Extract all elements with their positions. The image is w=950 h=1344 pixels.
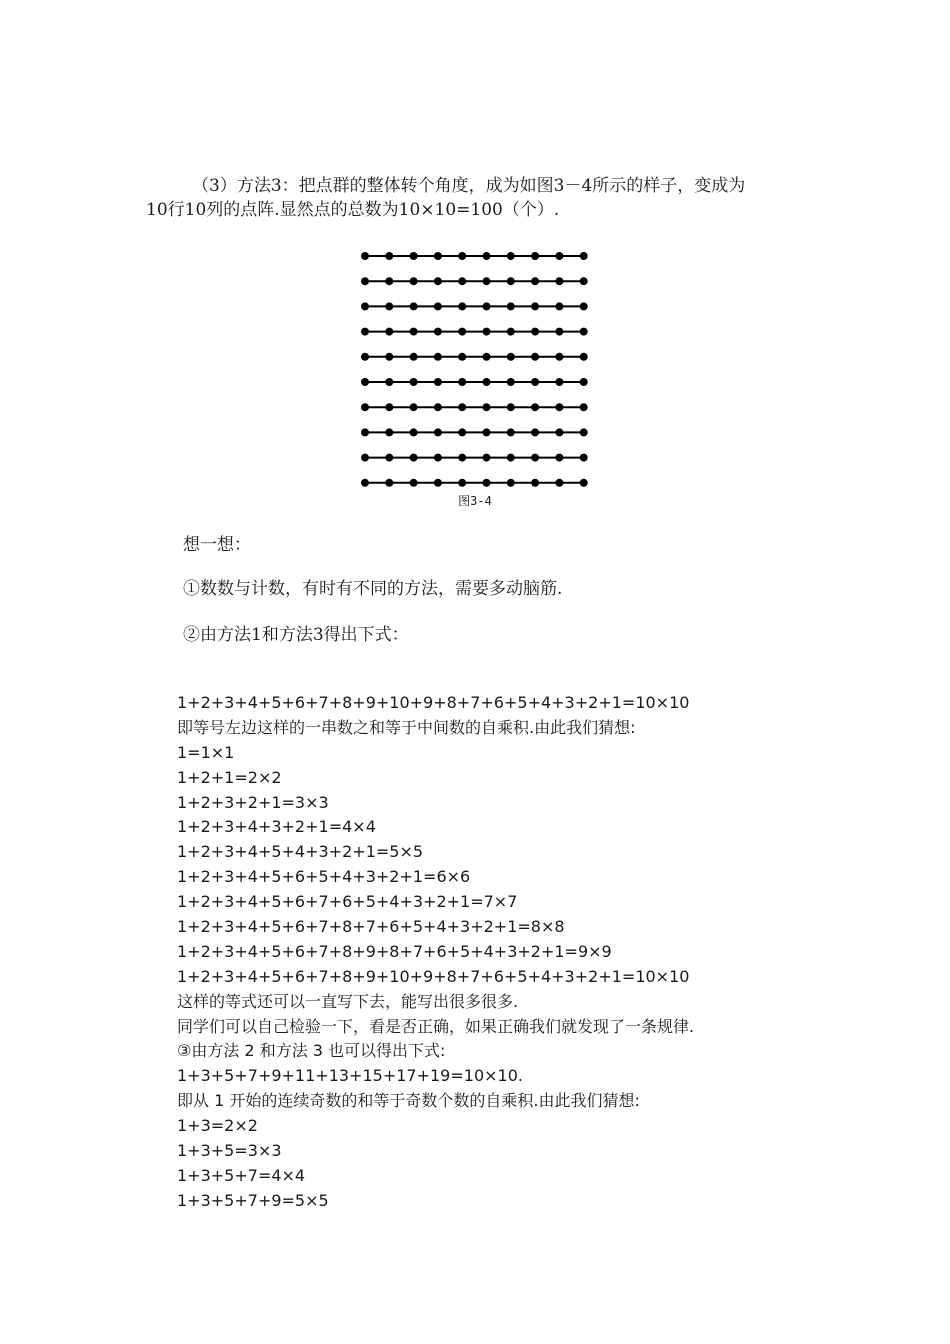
lattice-dot: [555, 252, 563, 260]
lattice-dot: [507, 403, 515, 411]
lattice-dot: [361, 302, 369, 310]
lattice-dot: [507, 353, 515, 361]
lattice-dot: [580, 454, 588, 462]
text-line: 1+2+1=2×2: [177, 767, 282, 787]
lattice-dot: [434, 277, 442, 285]
text-line: ③由方法 2 和方法 3 也可以得出下式:: [177, 1041, 446, 1061]
lattice-dot: [361, 378, 369, 386]
lattice-dot: [385, 353, 393, 361]
lattice-dot: [361, 479, 369, 487]
intro-line-1: （3）方法3：把点群的整体转个角度，成为如图3－4所示的样子，变成为: [192, 176, 746, 196]
lattice-dot: [458, 479, 466, 487]
lattice-dot: [580, 302, 588, 310]
lattice-dot: [483, 428, 491, 436]
lattice-dot: [483, 353, 491, 361]
lattice-dot: [483, 302, 491, 310]
intro-paragraph: [146, 174, 826, 222]
lattice-dot: [555, 479, 563, 487]
lattice-dot: [555, 454, 563, 462]
lattice-dot: [410, 454, 418, 462]
lattice-dot: [361, 403, 369, 411]
lattice-dot: [531, 403, 539, 411]
lattice-dot: [434, 479, 442, 487]
lattice-dot: [507, 454, 515, 462]
lattice-dot: [410, 428, 418, 436]
text-line: 同学们可以自己检验一下，看是否正确，如果正确我们就发现了一条规律.: [177, 1016, 695, 1036]
lattice-dot: [458, 252, 466, 260]
lattice-dot: [555, 302, 563, 310]
text-line: 1+3+5=3×3: [177, 1141, 282, 1161]
lattice-dot: [385, 428, 393, 436]
lattice-dot: [361, 328, 369, 336]
lattice-dot: [458, 428, 466, 436]
lattice-dot: [507, 378, 515, 386]
text-line: 1+2+3+2+1=3×3: [177, 792, 329, 812]
lattice-dot: [580, 328, 588, 336]
equation-lines: [177, 691, 897, 1214]
text-line: 1+3+5+7+9+11+13+15+17+19=10×10.: [177, 1066, 523, 1086]
text-line: 即等号左边这样的一串数之和等于中间数的自乘积.由此我们猜想:: [177, 717, 636, 737]
lattice-dot: [507, 479, 515, 487]
lattice-dot: [531, 277, 539, 285]
intro-line-2: 10行10列的点阵.显然点的总数为10×10=100（个）.: [146, 200, 560, 220]
lattice-dot: [458, 277, 466, 285]
lattice-dot: [531, 328, 539, 336]
lattice-dot: [410, 403, 418, 411]
lattice-dot: [458, 378, 466, 386]
lattice-dot: [434, 378, 442, 386]
lattice-dot: [410, 479, 418, 487]
lattice-dot: [410, 277, 418, 285]
lattice-dot: [531, 479, 539, 487]
lattice-dot: [531, 252, 539, 260]
lattice-dot: [361, 277, 369, 285]
text-line: 1+3+5+7=4×4: [177, 1165, 306, 1185]
lattice-dot: [555, 378, 563, 386]
lattice-dot: [385, 328, 393, 336]
text-line: 1=1×1: [177, 742, 235, 762]
lattice-dot: [434, 328, 442, 336]
lattice-dot: [483, 479, 491, 487]
lattice-dot: [385, 252, 393, 260]
lattice-dot: [507, 428, 515, 436]
lattice-dot: [580, 277, 588, 285]
lattice-dot: [410, 353, 418, 361]
note-2: ②由方法1和方法3得出下式：: [183, 625, 409, 645]
lattice-dot: [531, 378, 539, 386]
lattice-dot: [580, 353, 588, 361]
text-line: 1+3=2×2: [177, 1116, 258, 1136]
lattice-dot: [555, 328, 563, 336]
text-line: 1+2+3+4+5+4+3+2+1=5×5: [177, 842, 424, 862]
text-line: 1+3+5+7+9=5×5: [177, 1190, 329, 1210]
lattice-dot: [434, 403, 442, 411]
lattice-dot: [507, 252, 515, 260]
lattice-dot: [483, 378, 491, 386]
lattice-dot: [507, 302, 515, 310]
lattice-dot: [458, 454, 466, 462]
lattice-dot: [483, 277, 491, 285]
lattice-dot: [385, 378, 393, 386]
note-1: ①数数与计数，有时有不同的方法，需要多动脑筋.: [183, 579, 563, 599]
text-line: 1+2+3+4+5+6+7+8+7+6+5+4+3+2+1=8×8: [177, 917, 565, 937]
lattice-dot: [580, 252, 588, 260]
text-line: 1+2+3+4+5+6+7+8+9+8+7+6+5+4+3+2+1=9×9: [177, 941, 612, 961]
lattice-dot: [434, 353, 442, 361]
lattice-dot: [531, 353, 539, 361]
lattice-dot: [434, 252, 442, 260]
lattice-dot: [483, 454, 491, 462]
lattice-dot: [434, 428, 442, 436]
lattice-dot: [555, 428, 563, 436]
lattice-dot: [385, 479, 393, 487]
lattice-dot: [385, 403, 393, 411]
lattice-dot: [410, 252, 418, 260]
lattice-dot: [555, 403, 563, 411]
lattice-dot: [531, 454, 539, 462]
lattice-dot: [555, 277, 563, 285]
lattice-dot: [507, 277, 515, 285]
text-line: 即从 1 开始的连续奇数的和等于奇数个数的自乘积.由此我们猜想:: [177, 1091, 640, 1111]
lattice-dot: [385, 454, 393, 462]
lattice-dot: [458, 302, 466, 310]
lattice-dot: [361, 252, 369, 260]
lattice-dot: [434, 302, 442, 310]
lattice-dot: [483, 252, 491, 260]
lattice-dot: [361, 454, 369, 462]
figure-caption: 图3-4: [458, 494, 492, 508]
text-line: 这样的等式还可以一直写下去，能写出很多很多.: [177, 991, 519, 1011]
think-title: 想一想：: [183, 535, 251, 555]
lattice-dot: [580, 479, 588, 487]
lattice-dot: [458, 403, 466, 411]
lattice-dot: [385, 277, 393, 285]
lattice-dot: [410, 378, 418, 386]
lattice-dot: [361, 428, 369, 436]
lattice-dot: [580, 378, 588, 386]
lattice-dot: [483, 328, 491, 336]
dot-lattice: [355, 242, 595, 492]
lattice-dot: [385, 302, 393, 310]
lattice-dot: [458, 328, 466, 336]
lattice-dot: [458, 353, 466, 361]
lattice-dot: [410, 328, 418, 336]
text-line: 1+2+3+4+5+6+7+6+5+4+3+2+1=7×7: [177, 892, 518, 912]
text-line: 1+2+3+4+5+6+7+8+9+10+9+8+7+6+5+4+3+2+1=10×10: [177, 693, 690, 712]
lattice-dot: [531, 302, 539, 310]
lattice-dot: [555, 353, 563, 361]
lattice-dot: [531, 428, 539, 436]
text-line: 1+2+3+4+5+6+5+4+3+2+1=6×6: [177, 867, 471, 887]
lattice-dot: [434, 454, 442, 462]
text-line: 1+2+3+4+5+6+7+8+9+10+9+8+7+6+5+4+3+2+1=10×10: [177, 966, 690, 986]
lattice-dot: [580, 403, 588, 411]
text-line: 1+2+3+4+3+2+1=4×4: [177, 817, 376, 837]
lattice-dot: [580, 428, 588, 436]
figure-3-4: [355, 242, 595, 514]
lattice-dot: [507, 328, 515, 336]
lattice-dot: [361, 353, 369, 361]
lattice-dot: [483, 403, 491, 411]
lattice-dot: [410, 302, 418, 310]
